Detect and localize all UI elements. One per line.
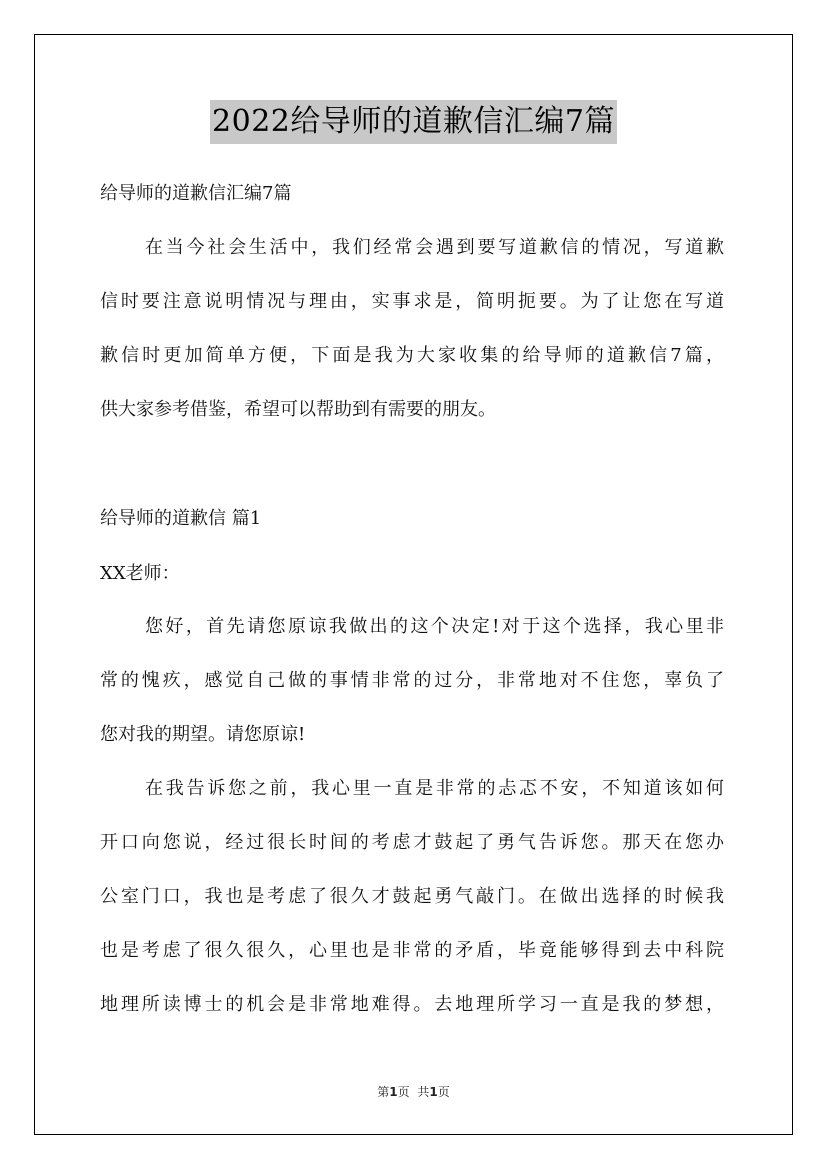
para2-line-4: 也是考虑了很久很久，心里也是非常的矛盾，毕竟能够得到去中科院	[100, 940, 724, 961]
page-prefix: 第	[377, 1085, 390, 1099]
document-title-wrap	[0, 100, 827, 144]
salutation: XX老师：	[100, 563, 180, 584]
section-heading: 给导师的道歉信 篇1	[100, 508, 262, 529]
para1-line-2: 常的愧疚，感觉自己做的事情非常的过分，非常地对不住您，辜负了	[100, 670, 724, 691]
para1-line-1: 您好，首先请您原谅我做出的这个决定!对于这个选择，我心里非	[145, 616, 724, 637]
intro-line-1: 在当今社会生活中，我们经常会遇到要写道歉信的情况，写道歉	[145, 237, 724, 258]
document-title: 2022给导师的道歉信汇编7篇	[210, 100, 617, 144]
para2-line-5: 地理所读博士的机会是非常地难得。去地理所学习一直是我的梦想，	[100, 994, 724, 1015]
page-suffix: 页	[397, 1085, 410, 1099]
para2-line-1: 在我告诉您之前，我心里一直是非常的忐忑不安，不知道该如何	[145, 778, 724, 799]
intro-line-3: 歉信时更加简单方便，下面是我为大家收集的给导师的道歉信7篇，	[100, 345, 724, 366]
total-pages: 1	[429, 1085, 438, 1099]
total-suffix: 页	[437, 1085, 450, 1099]
document-subtitle: 给导师的道歉信汇编7篇	[100, 183, 292, 204]
para2-line-3: 公室门口，我也是考虑了很久才鼓起勇气敲门。在做出选择的时候我	[100, 886, 724, 907]
para1-line-3: 您对我的期望。请您原谅!	[100, 724, 306, 745]
para2-line-2: 开口向您说，经过很长时间的考虑才鼓起了勇气告诉您。那天在您办	[100, 832, 724, 853]
intro-line-4: 供大家参考借鉴，希望可以帮助到有需要的朋友。	[100, 399, 496, 420]
total-prefix: 共	[417, 1085, 430, 1099]
page-footer	[0, 1084, 827, 1100]
page-number: 1	[389, 1085, 398, 1099]
intro-line-2: 信时要注意说明情况与理由，实事求是，简明扼要。为了让您在写道	[100, 291, 724, 312]
